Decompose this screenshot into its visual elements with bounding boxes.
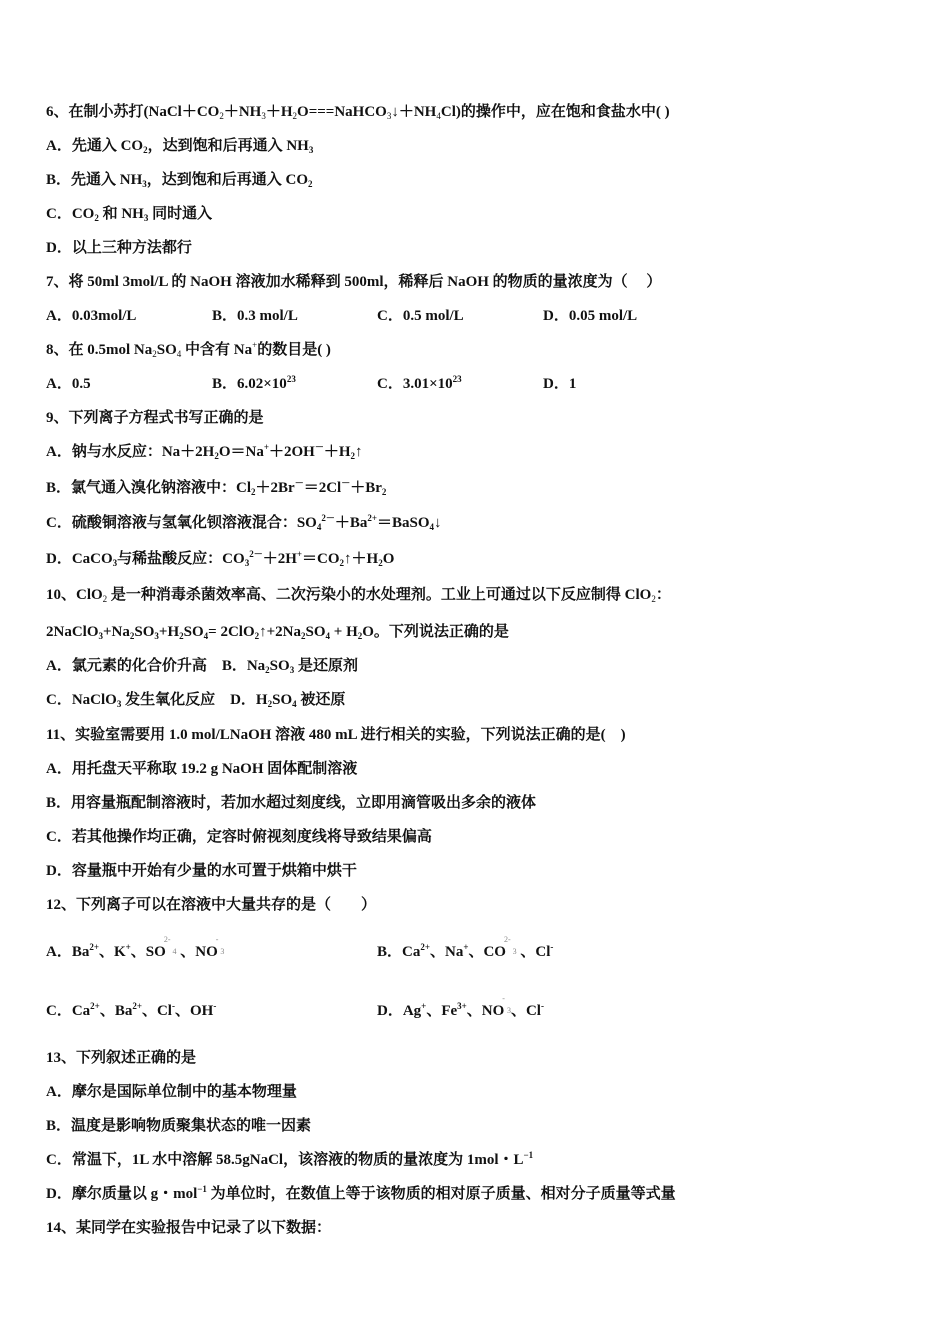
subscript: 2 [292, 111, 298, 121]
q11-option [46, 760, 357, 778]
subscript: 3 [386, 111, 392, 121]
subscript: 3 [116, 699, 122, 709]
text-run: 中含有 Na [181, 342, 253, 358]
text-run: ＋NH [223, 104, 262, 120]
subscript: 4 [176, 349, 182, 359]
text-run: 的数目是( ) [257, 342, 331, 358]
superscript: － [314, 442, 324, 452]
text-run: B．氯气通入溴化钠溶液中：Cl [46, 480, 252, 496]
text-run: C．常温下，1L 水中溶解 58.5gNaCl，该溶液的物质的量浓度为 1mol・L [46, 1152, 524, 1168]
text-run: ＝2Cl [303, 480, 342, 496]
subscript: 2 [251, 487, 256, 497]
text-run: C．NaClO [46, 692, 117, 708]
text-run: ＋2OH [269, 444, 315, 460]
text-run: 、Na [429, 944, 464, 960]
subscript: 2 [179, 631, 184, 641]
q11-option [46, 828, 432, 846]
superscript: 2+ [367, 513, 378, 523]
q9-option [46, 514, 442, 532]
q7-option [543, 307, 637, 325]
q13-option [46, 1117, 311, 1135]
superscript: + [296, 549, 303, 559]
text-run: O＝Na [218, 444, 264, 460]
subscript: 4 [316, 522, 322, 532]
text-run: D．1 [543, 376, 577, 392]
superscript: 2+ [132, 1001, 142, 1011]
q7-option [377, 307, 464, 325]
superscript: 2+ [89, 942, 99, 952]
text-run: A．钠与水反应：Na＋2H [46, 444, 215, 460]
text-run: C．3.01×10 [377, 376, 453, 392]
text-run: ＋H [323, 444, 351, 460]
subscript: 2 [267, 699, 273, 709]
text-run: Cl)的操作中，应在饱和食盐水中( ) [440, 104, 670, 120]
text-run: ，达到饱和后再通入 NH [147, 138, 309, 154]
text-run: SO [134, 624, 155, 640]
text-run: 、Cl [510, 1003, 541, 1019]
q10-option [46, 691, 345, 709]
q6-option [46, 205, 212, 223]
subscript: 2 [94, 213, 99, 223]
subscript: 2 [339, 558, 345, 568]
text-run: 是一种消毒杀菌效率高、二次污染小的水处理剂。工业上可通过以下反应制得 ClO [107, 587, 652, 603]
text-run: ↓ [434, 515, 442, 531]
text-run: 、CO [468, 944, 506, 960]
charge-label: 2- [503, 935, 511, 944]
text-run: 、SO [130, 944, 166, 960]
text-run: ＋2Br [255, 480, 295, 496]
text-run: 6、在制小苏打(NaCl＋CO [46, 104, 220, 120]
text-run: ↑ [355, 444, 363, 460]
text-run: SO [272, 692, 293, 708]
q7-stem [46, 273, 661, 291]
text-run: ＝BaSO [377, 515, 430, 531]
text-run: SO [183, 624, 204, 640]
subscript: 2 [254, 631, 260, 641]
subscript: 2 [381, 487, 387, 497]
superscript: 2－ [321, 513, 335, 523]
subscript: 3 [143, 213, 149, 223]
q11-stem [46, 726, 626, 744]
text-run: 是还原剂 [294, 658, 358, 674]
superscript: 2－ [249, 549, 263, 559]
superscript: + [463, 942, 469, 952]
text-run: ＋2H [262, 551, 297, 567]
superscript: + [263, 442, 269, 452]
q13-stem [46, 1049, 196, 1067]
superscript: - [171, 1001, 175, 1011]
q6-stem [46, 103, 670, 121]
superscript: - [540, 1001, 544, 1011]
subscript: 2 [651, 594, 656, 604]
text-run: ＝CO [302, 551, 340, 567]
text-run: B．Ca [377, 944, 421, 960]
text-run: D．Ag [377, 1003, 422, 1019]
superscript: 2+ [90, 1001, 100, 1011]
charge-label: - [215, 935, 219, 944]
subscript: 2 [308, 179, 313, 189]
text-run: 、Fe [426, 1003, 458, 1019]
q6-option [46, 239, 192, 257]
text-run: D．容量瓶中开始有少量的水可置于烘箱中烘干 [46, 863, 357, 879]
subscript: 4 [436, 111, 441, 121]
text-run: 13、下列叙述正确的是 [46, 1050, 197, 1066]
q10-stem [46, 586, 671, 604]
q13-option [46, 1185, 676, 1203]
text-run: C．CO [46, 206, 95, 222]
text-run: 10、ClO [46, 587, 103, 603]
count-label: 4 [172, 947, 177, 956]
q8-stem [46, 341, 331, 359]
text-run: +Na [103, 624, 130, 640]
text-run: ＋Ba [334, 515, 368, 531]
subscript: 3 [98, 631, 103, 641]
subscript: 4 [292, 699, 297, 709]
text-run: 12、下列离子可以在溶液中大量共存的是（ ） [46, 897, 377, 913]
q8-option [212, 375, 296, 393]
subscript: 3 [244, 558, 250, 568]
subscript: 2 [301, 631, 306, 641]
text-run: ↓＋NH [391, 104, 437, 120]
text-run: B．温度是影响物质聚集状态的唯一因素 [46, 1118, 312, 1134]
text-run: B．0.3 mol/L [212, 308, 298, 324]
subscript: 4 [203, 631, 209, 641]
text-run: A．用托盘天平称取 19.2 g NaOH 固体配制溶液 [46, 761, 358, 777]
text-run: ↑+2Na [259, 624, 301, 640]
superscript: + [252, 340, 258, 350]
subscript: 2 [143, 145, 148, 155]
text-run: 8、在 0.5mol Na [46, 342, 153, 358]
q8-option [46, 375, 91, 393]
superscript: 2+ [420, 942, 430, 952]
text-run: B．6.02×10 [212, 376, 287, 392]
q13-option [46, 1083, 297, 1101]
count-label: 3 [220, 947, 225, 956]
text-run: A．0.5 [46, 376, 91, 392]
superscript: 23 [452, 374, 462, 384]
text-run: C．Ca [46, 1003, 91, 1019]
text-run: D．以上三种方法都行 [46, 240, 192, 256]
text-run: 11、实验室需要用 1.0 mol/LNaOH 溶液 480 mL 进行相关的实验，下列说法正确的是( ) [46, 727, 626, 743]
q7-option [212, 307, 298, 325]
q7-option [46, 307, 136, 325]
subscript: 3 [289, 665, 295, 675]
text-run: ，达到饱和后再通入 CO [146, 172, 309, 188]
q6-option [46, 137, 313, 155]
superscript: −1 [197, 1184, 207, 1194]
q8-option [543, 375, 576, 393]
text-run: O===NaHCO [297, 104, 387, 120]
subscript: 2 [357, 631, 363, 641]
superscript: −1 [523, 1150, 534, 1160]
q10-option [46, 657, 358, 675]
subscript: 4 [325, 631, 331, 641]
subscript: 3 [154, 631, 159, 641]
text-run: A．摩尔是国际单位制中的基本物理量 [46, 1084, 297, 1100]
superscript: － [294, 478, 304, 488]
superscript: + [125, 942, 131, 952]
q11-option [46, 862, 357, 880]
text-run: SO [305, 624, 326, 640]
text-run: C．0.5 mol/L [377, 308, 464, 324]
count-label: 3 [512, 947, 517, 956]
q12-option [46, 935, 225, 963]
subscript: 2 [152, 349, 157, 359]
text-run: O。下列说法正确的是 [362, 624, 509, 640]
subscript: 2 [265, 665, 270, 675]
q6-option [46, 171, 313, 189]
subscript: 3 [308, 145, 314, 155]
text-run: B．用容量瓶配制溶液时，若加水超过刻度线，立即用滴管吸出多余的液体 [46, 795, 537, 811]
superscript: 23 [286, 374, 296, 384]
text-run: 与稀盐酸反应：CO [117, 551, 245, 567]
q9-stem [46, 409, 264, 427]
text-run: A．先通入 CO [46, 138, 144, 154]
q14-stem [46, 1219, 331, 1237]
text-run: + H [330, 624, 358, 640]
q11-option [46, 794, 536, 812]
q8-option [377, 375, 462, 393]
text-run: 被还原 [296, 692, 346, 708]
q12-option [377, 935, 554, 963]
q10-option [46, 623, 509, 641]
text-run: A．0.03mol/L [46, 308, 137, 324]
subscript: 3 [142, 179, 147, 189]
text-run: ： [655, 587, 671, 603]
text-run: D．CaCO [46, 551, 113, 567]
text-run: C．硫酸铜溶液与氢氧化钡溶液混合：SO [46, 515, 317, 531]
text-run: B．先通入 NH [46, 172, 143, 188]
count-label: 3 [506, 1006, 511, 1015]
charge-label: - [502, 994, 505, 1003]
text-run: 、NO [466, 1003, 505, 1019]
subscript: 2 [378, 558, 383, 568]
q12-option [377, 994, 544, 1022]
subscript: 2 [350, 451, 356, 461]
text-run: ↑＋H [344, 551, 379, 567]
superscript: + [421, 1001, 427, 1011]
q12-stem [46, 896, 376, 914]
text-run: ＋Br [350, 480, 382, 496]
subscript: 2 [214, 451, 219, 461]
text-run: 2NaClO [46, 624, 99, 640]
subscript: 2 [102, 594, 108, 604]
q9-option [46, 443, 363, 461]
text-run: 9、下列离子方程式书写正确的是 [46, 410, 264, 426]
superscript: - [550, 942, 554, 952]
q9-option [46, 550, 394, 568]
text-run: 、NO [176, 944, 218, 960]
text-run: 和 NH [98, 206, 144, 222]
text-run: A．氯元素的化合价升高 B．Na [46, 658, 266, 674]
subscript: 2 [219, 111, 224, 121]
text-run: 为单位时，在数值上等于该物质的相对原子质量、相对分子质量等式量 [206, 1186, 676, 1202]
text-run: 、Ba [99, 1003, 133, 1019]
superscript: - [213, 1001, 217, 1011]
q13-option [46, 1151, 533, 1169]
text-run: 7、将 50ml 3mol/L 的 NaOH 溶液加水稀释到 500ml，稀释后 NaOH 的物质的量浓度为（ ） [46, 274, 662, 290]
q12-option [46, 1002, 216, 1020]
text-run: D．摩尔质量以 g・mol [46, 1186, 198, 1202]
text-run: 、OH [174, 1003, 214, 1019]
subscript: 3 [261, 111, 266, 121]
text-run: C．若其他操作均正确，定容时俯视刻度线将导致结果偏高 [46, 829, 432, 845]
text-run: ＋H [265, 104, 293, 120]
text-run: 、Cl [141, 1003, 172, 1019]
q9-option [46, 479, 386, 497]
subscript: 2 [129, 631, 135, 641]
subscript: 4 [429, 522, 435, 532]
text-run: SO [156, 342, 177, 358]
text-run: 、K [98, 944, 126, 960]
text-run: SO [269, 658, 290, 674]
text-run: 14、某同学在实验报告中记录了以下数据： [46, 1220, 332, 1236]
text-run: O [382, 551, 395, 567]
text-run: 同时通入 [148, 206, 213, 222]
text-run: D．0.05 mol/L [543, 308, 638, 324]
text-run: 、Cl [516, 944, 551, 960]
text-run: 发生氧化反应 D．H [121, 692, 268, 708]
charge-label: 2- [163, 935, 171, 944]
text-run: = 2ClO [208, 624, 255, 640]
text-run: +H [158, 624, 180, 640]
text-run: A．Ba [46, 944, 90, 960]
superscript: 3+ [457, 1001, 467, 1011]
superscript: － [341, 478, 351, 488]
subscript: 3 [112, 558, 118, 568]
